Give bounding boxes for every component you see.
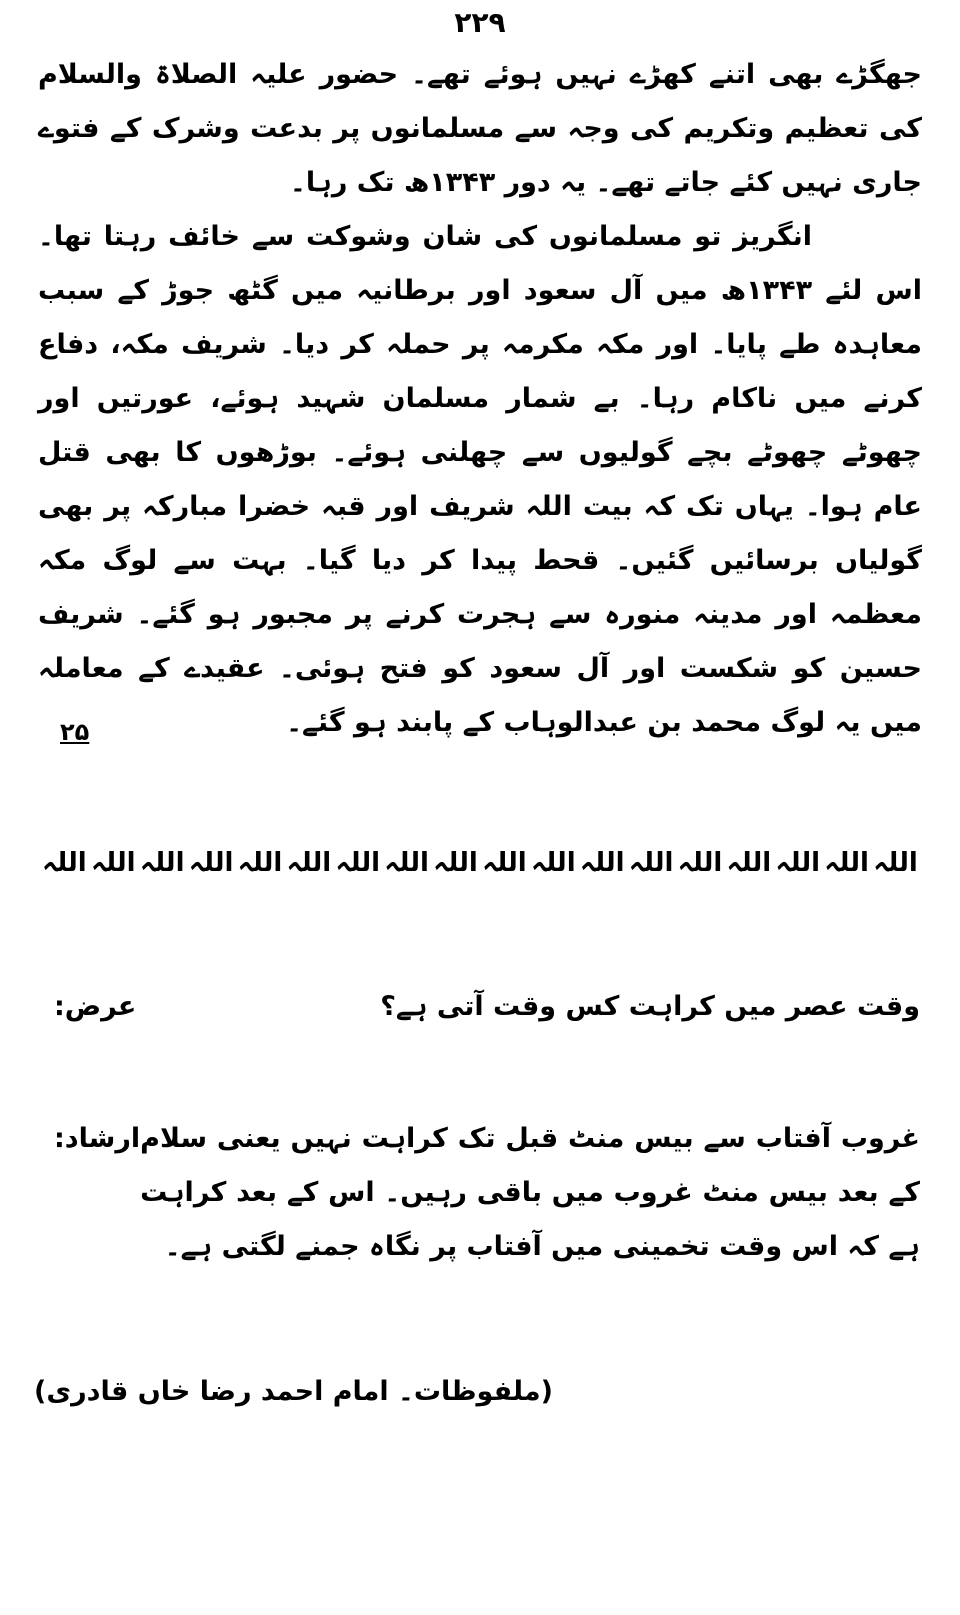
divider-ornament: اللہ (873, 848, 918, 878)
question-text: وقت عصر میں کراہت کس وقت آتی ہے؟ (380, 991, 920, 1022)
ornamental-divider (40, 848, 920, 878)
question-block (40, 980, 920, 1034)
divider-ornament: اللہ (91, 848, 136, 878)
divider-ornament: اللہ (286, 848, 332, 878)
source-citation: (ملفوظات۔ امام احمد رضا خاں قادری) (34, 1376, 553, 1407)
footnote-reference: ۲۵ (60, 718, 90, 746)
divider-ornament: اللہ (188, 848, 234, 878)
divider-ornament: اللہ (824, 848, 869, 878)
answer-label: ارشاد: (54, 1123, 141, 1154)
divider-ornament: اللہ (531, 848, 576, 878)
main-text-block (38, 48, 922, 750)
divider-ornament: اللہ (579, 848, 625, 878)
divider-ornament: اللہ (726, 848, 772, 878)
divider-ornament: اللہ (677, 848, 723, 878)
divider-ornament: اللہ (482, 848, 527, 878)
page-number: ۲۲۹ (454, 6, 506, 39)
paragraph-intro: جھگڑے بھی اتنے کھڑے نہیں ہوئے تھے۔ حضور علیہ الصلاۃ والسلام کی تعظیم وتکریم کی وجہ سے مسلمانوں پر بدعت وشرک کے فتوے جاری نہیں کئے جاتے تھے۔ یہ دور ۱۳۴۳ھ تک رہا۔ (38, 59, 922, 198)
divider-ornament: اللہ (433, 848, 478, 878)
question-label: عرض: (54, 991, 137, 1022)
divider-ornament: اللہ (42, 848, 87, 878)
divider-ornament: اللہ (775, 848, 821, 878)
divider-ornament: اللہ (335, 848, 381, 878)
divider-ornament: اللہ (384, 848, 429, 878)
answer-text: غروب آفتاب سے بیس منٹ قبل تک کراہت نہیں یعنی سلام کے بعد بیس منٹ غروب میں باقی رہیں۔ اس کے بعد کراہت ہے کہ اس وقت تخمینی میں آفتاب پر نگاہ جمنے لگتی ہے۔ (140, 1123, 920, 1262)
divider-ornament: اللہ (628, 848, 674, 878)
paragraph-history: انگریز تو مسلمانوں کی شان وشوکت سے خائف رہتا تھا۔ اس لئے ۱۳۴۳ھ میں آل سعود اور برطانیہ میں گٹھ جوڑ کے سبب معاہدہ طے پایا۔ اور مکہ مکرمہ پر حملہ کر دیا۔ شریف مکہ، دفاع کرنے میں ناکام رہا۔ بے شمار مسلمان شہید ہوئے، عورتیں اور چھوٹے چھوٹے بچے گولیوں سے چھلنی ہوئے۔ بوڑھوں کا بھی قتل عام ہوا۔ یہاں تک کہ بیت اللہ شریف اور قبہ خضرا مبارکہ پر بھی گولیاں برسائیں گئیں۔ قحط پیدا کر دیا گیا۔ بہت سے لوگ مکہ معظمہ اور مدینہ منورہ سے ہجرت کرنے پر مجبور ہو گئے۔ شریف حسین کو شکست اور آل سعود کو فتح ہوئی۔ عقیدے کے معاملہ میں یہ لوگ محمد بن عبدالوہاب کے پابند ہو گئے۔ (38, 221, 923, 738)
divider-ornament: اللہ (139, 848, 185, 878)
answer-block (40, 1112, 920, 1274)
divider-ornament: اللہ (237, 848, 283, 878)
